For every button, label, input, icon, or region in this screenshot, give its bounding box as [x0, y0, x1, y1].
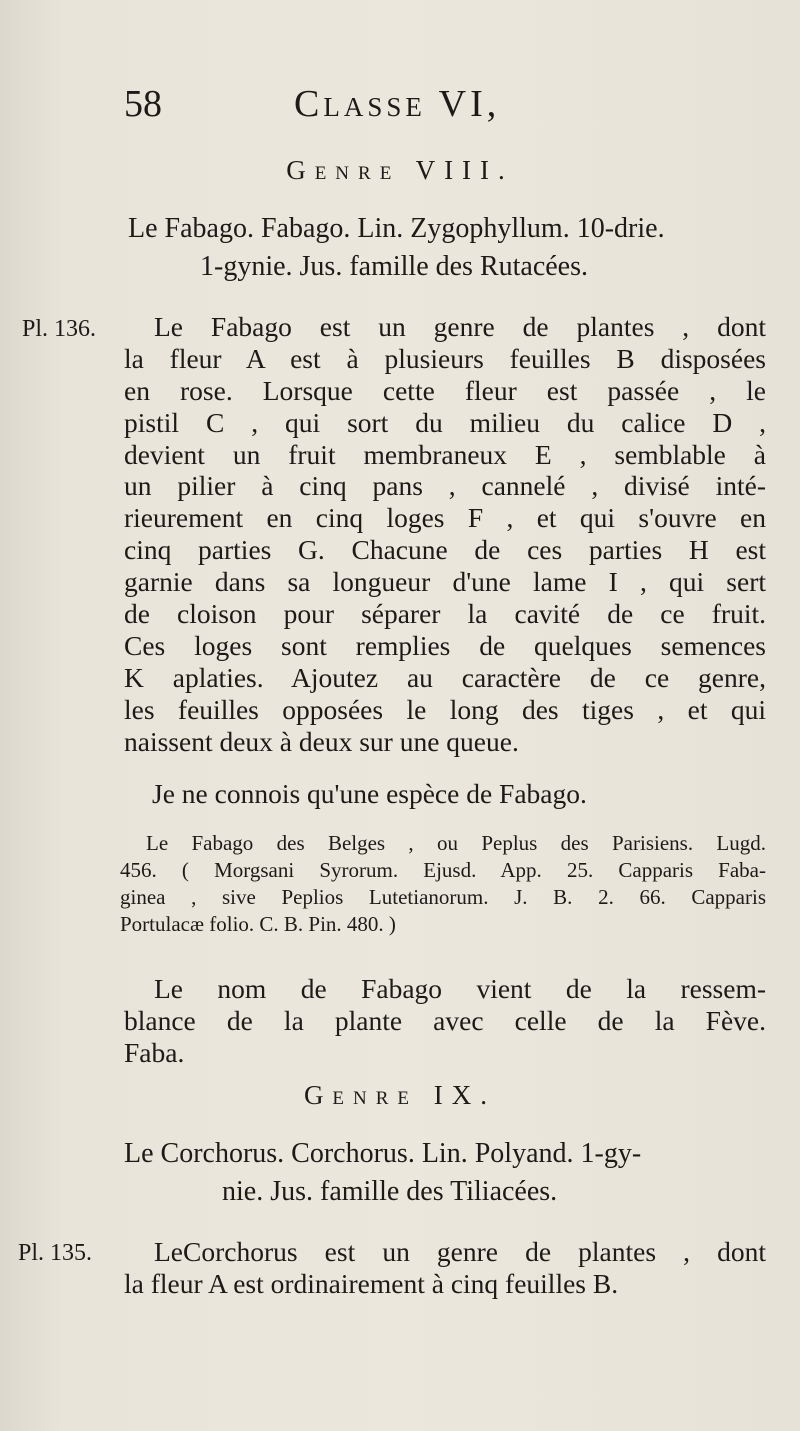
plate-reference: Pl. 136. — [22, 316, 97, 342]
text-line: Ces loges sont remplies de quelques semences — [124, 629, 766, 661]
genre-heading: Genre VIII. — [286, 155, 514, 185]
text-line: un pilier à cinq pans , cannelé , divisé inté- — [124, 470, 766, 502]
genus-title-text: 1-gynie. Jus. famille des Rutacées. — [200, 251, 589, 282]
paragraph-description — [124, 1236, 766, 1300]
text-line: Portulacæ folio. C. B. Pin. 480. ) — [120, 912, 396, 936]
genus-title-line — [128, 213, 665, 245]
species-list — [120, 830, 766, 938]
text-line: Le Fabago des Belges , ou Peplus des Parisiens. Lugd. — [146, 831, 766, 855]
page-header — [124, 82, 764, 132]
text-line: cinq parties G. Chacune de ces parties H est — [124, 534, 766, 566]
paragraph-description — [124, 311, 766, 757]
text-line: Faba. — [124, 1036, 185, 1068]
text-line: blance de la plante avec celle de la Fève. — [124, 1004, 766, 1036]
text-line: rieurement en cinq loges F , et qui s'ouvre en — [124, 502, 766, 534]
genus-title-text: Le Corchorus. Corchorus. Lin. Polyand. 1-gy- — [124, 1138, 642, 1169]
genus-title-line — [124, 1138, 641, 1170]
text-line: les feuilles opposées le long des tiges , et qui — [124, 693, 766, 725]
text-line: en rose. Lorsque cette fleur est passée , le — [124, 374, 766, 406]
paragraph-etymology — [124, 973, 766, 1069]
text-line: la fleur A est à plusieurs feuilles B disposées — [124, 342, 766, 374]
genus-title-text: nie. Jus. famille des Tiliacées. — [222, 1176, 558, 1207]
running-head: Classe VI, — [294, 83, 501, 125]
genus-title-line — [222, 1176, 557, 1208]
text-line: naissent deux à deux sur une queue. — [124, 725, 519, 757]
text-line: LeCorchorus est un genre de plantes , dont — [154, 1236, 766, 1267]
paragraph-species-count: Je ne connois qu'une espèce de Fabago. — [152, 778, 587, 809]
text-line: la fleur A est ordinairement à cinq feuilles B. — [124, 1267, 619, 1299]
text-line: 456. ( Morgsani Syrorum. Ejusd. App. 25. Capparis Faba- — [120, 858, 766, 882]
text-line: ginea , sive Peplios Lutetianorum. J. B. 2. 66. Capparis — [120, 885, 766, 909]
genus-title-text: Le Fabago. Fabago. Lin. Zygophyllum. 10-drie. — [128, 213, 665, 244]
text-line: de cloison pour séparer la cavité de ce fruit. — [124, 598, 766, 630]
text-line: garnie dans sa longueur d'une lame I , qui sert — [124, 566, 766, 598]
text-line: devient un fruit membraneux E , semblable à — [124, 438, 766, 470]
text-line: K aplaties. Ajoutez au caractère de ce genre, — [124, 661, 766, 693]
genus-title-line — [200, 251, 588, 283]
page-number: 58 — [124, 83, 162, 125]
text-line: pistil C , qui sort du milieu du calice D , — [124, 406, 766, 438]
genre-heading: Genre IX. — [303, 1080, 497, 1110]
plate-reference: Pl. 135. — [18, 1240, 93, 1266]
text-line: Le Fabago est un genre de plantes , dont — [154, 311, 766, 342]
text-line: Le nom de Fabago vient de la ressem- — [154, 973, 766, 1004]
